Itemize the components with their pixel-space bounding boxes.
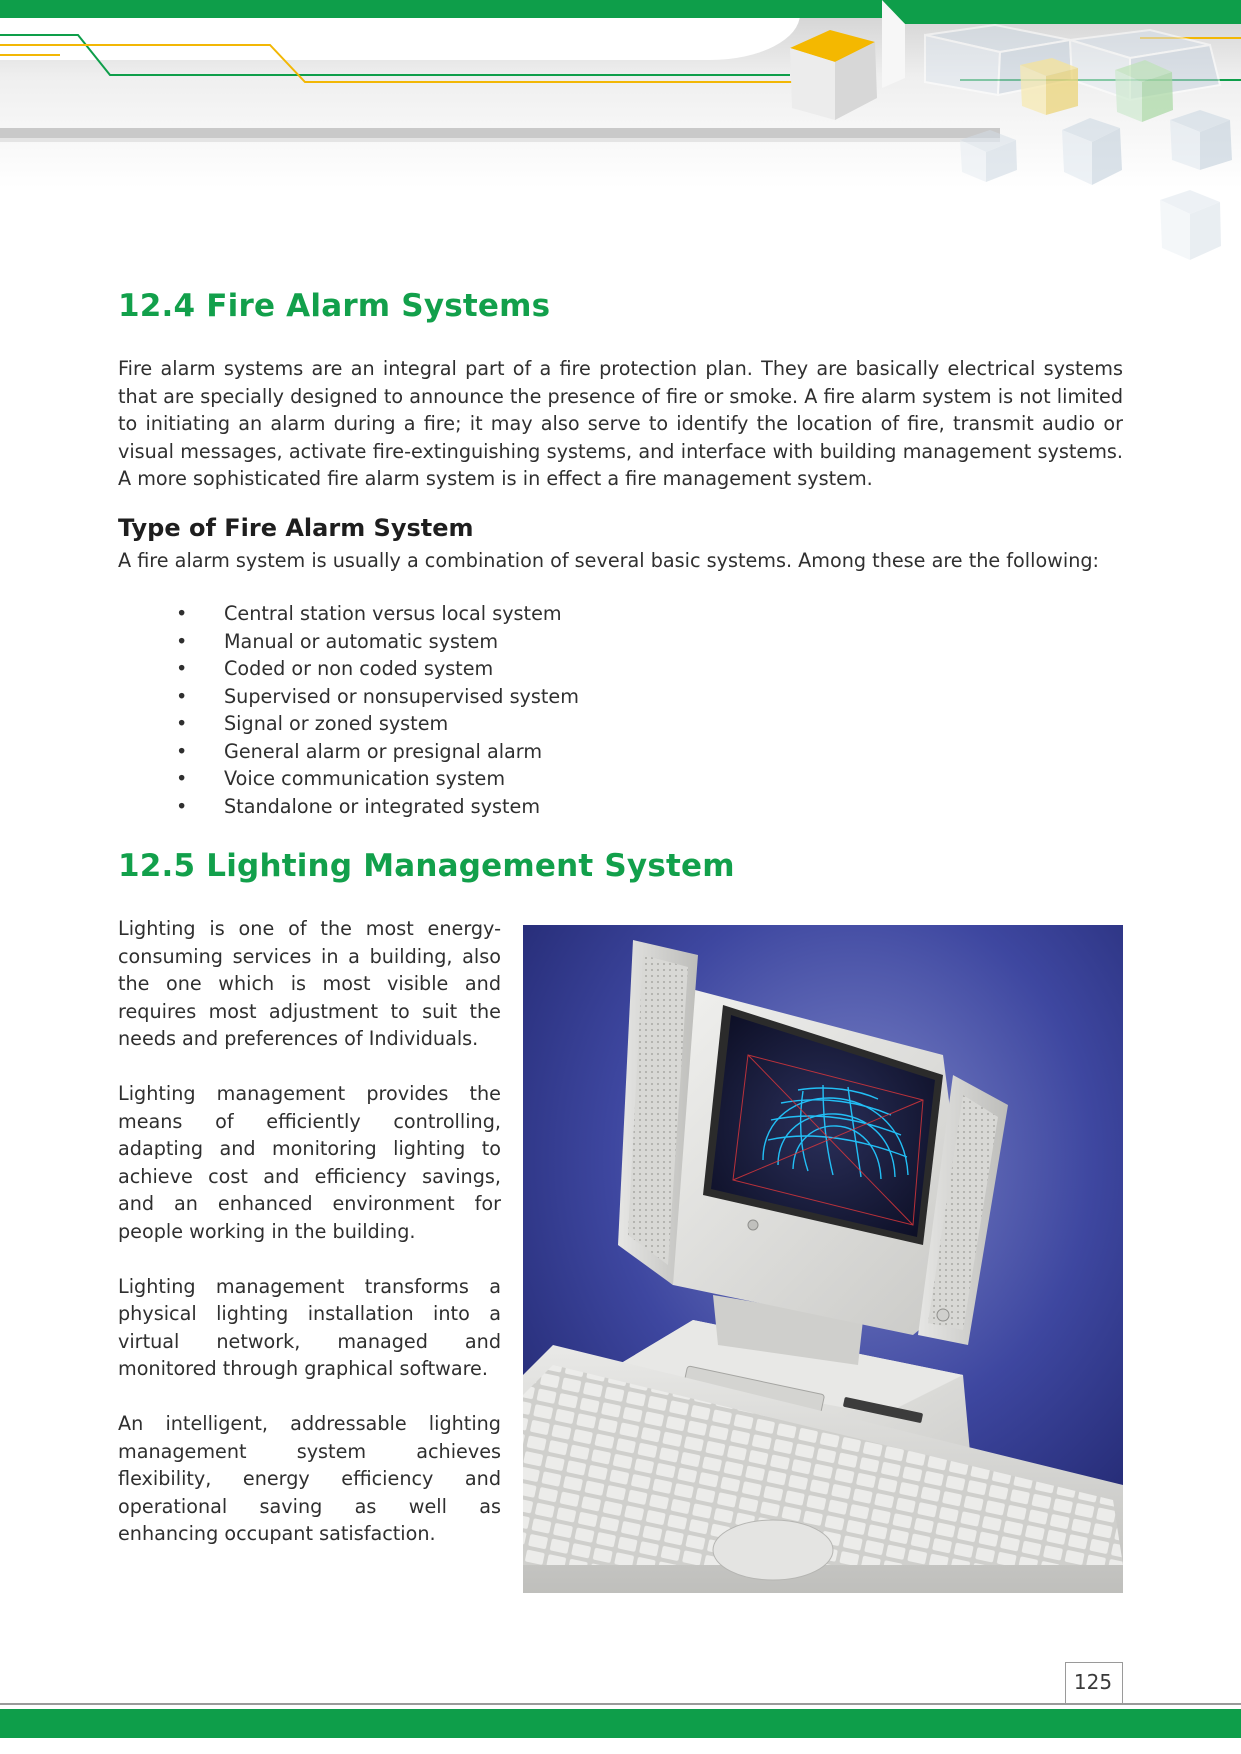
bullet-icon: • bbox=[176, 602, 188, 625]
footer-rule bbox=[0, 1703, 1241, 1705]
lighting-text-column bbox=[118, 915, 501, 1575]
fire-intro-paragraph: Fire alarm systems are an integral part of a fire protection plan. They are basically electrical systems that are specially designed to announce the presence of fire or smoke. A fire alarm system is not limited to initiating an alarm during a fire; it may also serve to identify the location of fire, transmit audio or visual messages, activate fire-extinguishing systems, and interface with building management systems. A more sophisticated fire alarm system is in effect a fire management system. bbox=[118, 357, 1123, 490]
section-fire-heading: 12.4 Fire Alarm Systems bbox=[118, 288, 551, 324]
bullet-icon: • bbox=[176, 629, 188, 653]
lighting-paragraph: Lighting management transforms a physical lighting installation into a virtual network, managed and monitored through graphical software. bbox=[118, 1274, 501, 1380]
list-item: • Central station versus local system bbox=[176, 600, 579, 628]
bullet-icon: • bbox=[176, 684, 188, 708]
lighting-paragraph: Lighting management provides the means of efficiently controlling, adapting and monitoring lighting to achieve cost and efficiency savings, and an enhanced environment for people working in the building. bbox=[118, 1082, 501, 1243]
list-item: • General alarm or presignal alarm bbox=[176, 738, 579, 766]
fire-type-subheading: Type of Fire Alarm System bbox=[118, 514, 474, 542]
fire-alarm-type-list bbox=[176, 600, 579, 820]
decorative-cubes bbox=[780, 20, 1241, 310]
computer-photo bbox=[523, 925, 1123, 1593]
list-item: • Signal or zoned system bbox=[176, 710, 579, 738]
list-item: • Supervised or nonsupervised system bbox=[176, 683, 579, 711]
footer-green-strip bbox=[0, 1709, 1241, 1738]
list-item: • Voice communication system bbox=[176, 765, 579, 793]
lighting-paragraph: Lighting is one of the most energy-consuming services in a building, also the one which is most visible and requires most adjustment to suit the needs and preferences of Individuals. bbox=[118, 917, 501, 1050]
page-header-decoration bbox=[0, 0, 1241, 310]
page-number: 125 bbox=[1073, 1670, 1113, 1694]
list-item: • Coded or non coded system bbox=[176, 655, 579, 683]
list-item: • Standalone or integrated system bbox=[176, 793, 579, 821]
lighting-paragraph: An intelligent, addressable lighting management system achieves flexibility, energy efficiency and operational saving as well as enhancing occupant satisfaction. bbox=[118, 1412, 501, 1545]
list-item: • Manual or automatic system bbox=[176, 628, 579, 656]
section-lighting-heading: 12.5 Lighting Management System bbox=[118, 848, 735, 884]
bullet-icon: • bbox=[176, 657, 188, 680]
bullet-icon: • bbox=[176, 712, 188, 735]
bullet-icon: • bbox=[176, 794, 188, 818]
fire-type-intro: A fire alarm system is usually a combination of several basic systems. Among these are the following: bbox=[118, 549, 1100, 572]
bullet-icon: • bbox=[176, 739, 188, 763]
bullet-icon: • bbox=[176, 767, 188, 790]
